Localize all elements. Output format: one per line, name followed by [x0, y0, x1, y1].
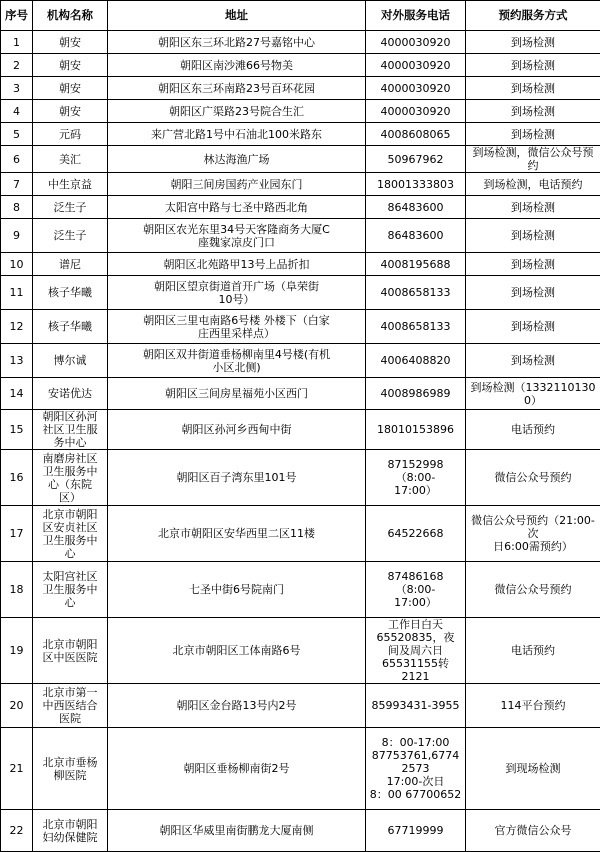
- cell-no: 12: [1, 310, 33, 344]
- cell-no: 11: [1, 276, 33, 310]
- cell-address: [108, 410, 366, 450]
- cell-institution-line: 朝安: [35, 82, 105, 95]
- cell-institution-line: 卫生服务中: [35, 465, 105, 478]
- cell-phone: [366, 378, 466, 410]
- cell-phone-line: 4008658133: [368, 320, 463, 333]
- cell-phone: [366, 684, 466, 728]
- cell-booking-method-line: 到场检测: [468, 201, 598, 214]
- cell-institution-line: 安诺优达: [35, 387, 105, 400]
- header-address: 地址: [108, 1, 366, 31]
- cell-phone: [366, 219, 466, 253]
- cell-no: 22: [1, 810, 33, 852]
- cell-institution-line: 朝安: [35, 59, 105, 72]
- cell-phone: [366, 100, 466, 123]
- cell-booking-method: [466, 31, 600, 54]
- cell-address-line: 朝阳区农光东里34号天客隆商务大厦C: [110, 223, 363, 236]
- cell-phone-line: 4000030920: [368, 82, 463, 95]
- cell-phone: [366, 506, 466, 562]
- cell-institution-line: 心: [35, 596, 105, 609]
- cell-booking-method-line: 微信公众号预约: [468, 583, 598, 596]
- cell-institution-line: 柳医院: [35, 769, 105, 782]
- table-row: [1, 378, 600, 410]
- cell-institution: [33, 146, 108, 173]
- cell-phone-line: 17:00-次日: [368, 775, 463, 788]
- cell-address: [108, 146, 366, 173]
- table-row: [1, 196, 600, 219]
- table-row: [1, 146, 600, 173]
- cell-institution: [33, 378, 108, 410]
- cell-address-line: 朝阳区三间房星福苑小区西门: [110, 387, 363, 400]
- cell-institution: [33, 276, 108, 310]
- cell-phone-line: 4008986989: [368, 387, 463, 400]
- cell-booking-method: [466, 146, 600, 173]
- cell-address: [108, 123, 366, 146]
- header-phone: 对外服务电话: [366, 1, 466, 31]
- cell-booking-method-line: 到场检测: [468, 354, 598, 367]
- cell-phone: [366, 450, 466, 506]
- cell-booking-method: [466, 684, 600, 728]
- cell-booking-method: [466, 77, 600, 100]
- cell-no: 5: [1, 123, 33, 146]
- cell-institution: [33, 562, 108, 618]
- cell-phone-line: 4006408820: [368, 354, 463, 367]
- cell-address: [108, 196, 366, 219]
- cell-phone-line: 18001333803: [368, 178, 463, 191]
- cell-booking-method: [466, 123, 600, 146]
- cell-address-line: 朝阳区望京街道首开广场（阜荣街: [110, 280, 363, 293]
- cell-no: 19: [1, 618, 33, 684]
- cell-booking-method: [466, 618, 600, 684]
- cell-address-line: 朝阳区百子湾东里101号: [110, 471, 363, 484]
- table-row: [1, 450, 600, 506]
- cell-phone: [366, 196, 466, 219]
- cell-institution-line: 元码: [35, 128, 105, 141]
- cell-phone-line: 18010153896: [368, 423, 463, 436]
- cell-address-line: 七圣中街6号院南门: [110, 583, 363, 596]
- cell-institution-line: 朝安: [35, 36, 105, 49]
- cell-institution: [33, 450, 108, 506]
- cell-booking-method-line: 114平台预约: [468, 699, 598, 712]
- cell-phone-line: 8：00-17:00: [368, 736, 463, 749]
- cell-booking-method: [466, 253, 600, 276]
- cell-booking-method: [466, 344, 600, 378]
- cell-institution-line: 泛生子: [35, 201, 105, 214]
- cell-booking-method: [466, 173, 600, 196]
- cell-institution-line: 北京市朝阳: [35, 638, 105, 651]
- cell-booking-method: [466, 310, 600, 344]
- table-row: [1, 562, 600, 618]
- cell-booking-method: [466, 810, 600, 852]
- cell-institution-line: 核子华曦: [35, 320, 105, 333]
- table-row: [1, 173, 600, 196]
- cell-booking-method-line: 到场检测，电话预约: [468, 178, 598, 191]
- cell-institution-line: 泛生子: [35, 229, 105, 242]
- cell-address-line: 朝阳区广渠路23号院合生汇: [110, 105, 363, 118]
- table-row: [1, 344, 600, 378]
- cell-phone-line: 87486168: [368, 570, 463, 583]
- cell-phone-line: 17:00）: [368, 484, 463, 497]
- cell-address: [108, 219, 366, 253]
- cell-phone: [366, 310, 466, 344]
- cell-phone: [366, 810, 466, 852]
- cell-booking-method: [466, 196, 600, 219]
- cell-address: [108, 253, 366, 276]
- cell-address-line: 林达海渔广场: [110, 153, 363, 166]
- cell-no: 18: [1, 562, 33, 618]
- cell-phone-line: 87152998: [368, 458, 463, 471]
- header-institution: 机构名称: [33, 1, 108, 31]
- header-booking-method: 预约服务方式: [466, 1, 600, 31]
- cell-no: 6: [1, 146, 33, 173]
- cell-address: [108, 684, 366, 728]
- table-row: [1, 310, 600, 344]
- cell-address-line: 朝阳区三里屯南路6号楼 外楼下（白家: [110, 314, 363, 327]
- cell-phone-line: 4000030920: [368, 59, 463, 72]
- cell-booking-method: [466, 506, 600, 562]
- cell-address-line: 太阳宫中路与七圣中路西北角: [110, 201, 363, 214]
- table-row: [1, 684, 600, 728]
- cell-no: 21: [1, 728, 33, 810]
- cell-institution-line: 美汇: [35, 153, 105, 166]
- cell-no: 15: [1, 410, 33, 450]
- cell-no: 8: [1, 196, 33, 219]
- cell-booking-method: [466, 450, 600, 506]
- cell-institution-line: 朝阳区孙河: [35, 410, 105, 423]
- cell-address-line: 小区北侧): [110, 361, 363, 374]
- cell-institution: [33, 100, 108, 123]
- cell-institution: [33, 506, 108, 562]
- cell-phone: [366, 562, 466, 618]
- cell-phone-line: 间及周六日: [368, 644, 463, 657]
- cell-institution: [33, 344, 108, 378]
- cell-phone-line: 17:00）: [368, 596, 463, 609]
- cell-phone-line: 50967962: [368, 153, 463, 166]
- cell-booking-method-line: 到场检测: [468, 128, 598, 141]
- cell-institution: [33, 310, 108, 344]
- cell-institution: [33, 684, 108, 728]
- cell-institution-line: 北京市第一: [35, 686, 105, 699]
- table-row: [1, 410, 600, 450]
- table-row: [1, 276, 600, 310]
- cell-address: [108, 618, 366, 684]
- cell-booking-method-line: 到场检测: [468, 105, 598, 118]
- cell-phone: [366, 410, 466, 450]
- cell-address: [108, 77, 366, 100]
- cell-phone: [366, 276, 466, 310]
- cell-no: 10: [1, 253, 33, 276]
- table-row: [1, 618, 600, 684]
- cell-booking-method-line: 到场检测: [468, 258, 598, 271]
- cell-institution-line: 心: [35, 547, 105, 560]
- cell-institution-line: 卫生服务中: [35, 534, 105, 547]
- cell-phone-line: （8:00-: [368, 583, 463, 596]
- cell-address: [108, 54, 366, 77]
- cell-institution: [33, 77, 108, 100]
- cell-no: 3: [1, 77, 33, 100]
- cell-phone: [366, 728, 466, 810]
- cell-booking-method-line: 到场检测（13321101300）: [468, 381, 598, 407]
- cell-institution-line: 北京市朝阳: [35, 818, 105, 831]
- cell-booking-method-line: 到场检测: [468, 36, 598, 49]
- cell-institution: [33, 173, 108, 196]
- cell-no: 9: [1, 219, 33, 253]
- cell-institution-line: 区安贞社区: [35, 521, 105, 534]
- cell-institution-line: 核子华曦: [35, 286, 105, 299]
- cell-phone-line: 2121: [368, 670, 463, 683]
- cell-address: [108, 810, 366, 852]
- cell-institution: [33, 31, 108, 54]
- cell-address-line: 朝阳三间房国药产业园东门: [110, 178, 363, 191]
- cell-address-line: 朝阳区东三环北路27号嘉铭中心: [110, 36, 363, 49]
- cell-address-line: 来广营北路1号中石油北100米路东: [110, 128, 363, 141]
- cell-institution-line: 中西医结合: [35, 699, 105, 712]
- cell-institution: [33, 123, 108, 146]
- cell-phone-line: 67719999: [368, 824, 463, 837]
- cell-institution: [33, 728, 108, 810]
- cell-address-line: 10号）: [110, 293, 363, 306]
- cell-phone: [366, 54, 466, 77]
- cell-booking-method: [466, 100, 600, 123]
- cell-institution: [33, 219, 108, 253]
- cell-address-line: 座魏家凉皮门口: [110, 236, 363, 249]
- cell-booking-method: [466, 276, 600, 310]
- cell-booking-method-line: 到现场检测: [468, 762, 598, 775]
- cell-phone-line: 4008195688: [368, 258, 463, 271]
- cell-no: 2: [1, 54, 33, 77]
- cell-booking-method: [466, 562, 600, 618]
- cell-address: [108, 562, 366, 618]
- cell-institution-line: 社区卫生服: [35, 423, 105, 436]
- cell-booking-method-line: 到场检测: [468, 82, 598, 95]
- cell-booking-method-line: 电话预约: [468, 423, 598, 436]
- cell-no: 17: [1, 506, 33, 562]
- cell-institution-line: 心（东院: [35, 478, 105, 491]
- cell-institution-line: 区中医医院: [35, 651, 105, 664]
- header-row: [1, 1, 600, 31]
- cell-phone: [366, 77, 466, 100]
- cell-phone-line: （8:00-: [368, 471, 463, 484]
- cell-address: [108, 100, 366, 123]
- table-row: [1, 728, 600, 810]
- cell-phone-line: 4008608065: [368, 128, 463, 141]
- cell-no: 4: [1, 100, 33, 123]
- cell-institution: [33, 196, 108, 219]
- cell-address-line: 朝阳区金台路13号内2号: [110, 699, 363, 712]
- cell-phone-line: 8：00 67700652: [368, 788, 463, 801]
- cell-institution-line: 医院: [35, 712, 105, 725]
- cell-phone-line: 4000030920: [368, 36, 463, 49]
- table-row: [1, 506, 600, 562]
- cell-phone-line: 85993431-3955: [368, 699, 463, 712]
- cell-institution-line: 卫生服务中: [35, 583, 105, 596]
- cell-phone-line: 64522668: [368, 527, 463, 540]
- cell-booking-method: [466, 410, 600, 450]
- cell-booking-method-line: 官方微信公众号: [468, 824, 598, 837]
- cell-institution: [33, 410, 108, 450]
- cell-booking-method-line: 电话预约: [468, 644, 598, 657]
- cell-address: [108, 728, 366, 810]
- cell-address-line: 北京市朝阳区工体南路6号: [110, 644, 363, 657]
- table-row: [1, 219, 600, 253]
- cell-no: 13: [1, 344, 33, 378]
- cell-address-line: 庄西里采样点）: [110, 327, 363, 340]
- cell-address-line: 朝阳区垂杨柳南街2号: [110, 762, 363, 775]
- cell-phone: [366, 618, 466, 684]
- header-no: 序号: [1, 1, 33, 31]
- cell-address: [108, 344, 366, 378]
- cell-phone: [366, 31, 466, 54]
- cell-phone: [366, 123, 466, 146]
- cell-phone-line: 86483600: [368, 229, 463, 242]
- cell-address-line: 朝阳区南沙滩66号物美: [110, 59, 363, 72]
- cell-booking-method: [466, 219, 600, 253]
- cell-booking-method-line: 到场检测，微信公众号预约: [468, 146, 598, 172]
- cell-no: 1: [1, 31, 33, 54]
- cell-institution-line: 南磨房社区: [35, 452, 105, 465]
- cell-institution-line: 区）: [35, 491, 105, 504]
- table-row: [1, 253, 600, 276]
- cell-phone: [366, 146, 466, 173]
- cell-no: 20: [1, 684, 33, 728]
- table-row: [1, 54, 600, 77]
- cell-institution-line: 谱尼: [35, 258, 105, 271]
- cell-address-line: 朝阳区华威里南街鹏龙大厦南侧: [110, 824, 363, 837]
- cell-phone-line: 4000030920: [368, 105, 463, 118]
- cell-phone-line: 4008658133: [368, 286, 463, 299]
- cell-phone-line: 工作日白天: [368, 618, 463, 631]
- cell-institution: [33, 54, 108, 77]
- cell-address-line: 北京市朝阳区安华西里二区11楼: [110, 527, 363, 540]
- cell-booking-method: [466, 728, 600, 810]
- cell-address-line: 朝阳区东三环南路23号百环花园: [110, 82, 363, 95]
- cell-institution: [33, 253, 108, 276]
- cell-booking-method-line: 微信公众号预约（21:00-次: [468, 514, 598, 540]
- cell-address-line: 朝阳区孙河乡西甸中街: [110, 423, 363, 436]
- table-row: [1, 810, 600, 852]
- cell-booking-method-line: 到场检测: [468, 229, 598, 242]
- cell-institution-line: 妇幼保健院: [35, 831, 105, 844]
- cell-institution-line: 北京市垂杨: [35, 756, 105, 769]
- cell-booking-method-line: 到场检测: [468, 320, 598, 333]
- cell-institution-line: 务中心: [35, 436, 105, 449]
- cell-booking-method: [466, 54, 600, 77]
- cell-institution-line: 太阳宫社区: [35, 570, 105, 583]
- cell-phone: [366, 344, 466, 378]
- table-row: [1, 31, 600, 54]
- cell-institution: [33, 618, 108, 684]
- cell-phone-line: 87753761,6774: [368, 749, 463, 762]
- cell-no: 7: [1, 173, 33, 196]
- cell-no: 14: [1, 378, 33, 410]
- cell-institution: [33, 810, 108, 852]
- cell-address-line: 朝阳区北苑路甲13号上品折扣: [110, 258, 363, 271]
- table-row: [1, 77, 600, 100]
- cell-no: 16: [1, 450, 33, 506]
- cell-phone-line: 2573: [368, 762, 463, 775]
- cell-address-line: 朝阳区双井街道垂杨柳南里4号楼(有机: [110, 348, 363, 361]
- cell-address: [108, 173, 366, 196]
- table-row: [1, 100, 600, 123]
- cell-booking-method-line: 到场检测: [468, 286, 598, 299]
- cell-institution-line: 中生京益: [35, 178, 105, 191]
- cell-booking-method: [466, 378, 600, 410]
- cell-address: [108, 506, 366, 562]
- cell-phone-line: 86483600: [368, 201, 463, 214]
- cell-phone-line: 65520835，夜: [368, 631, 463, 644]
- cell-phone: [366, 253, 466, 276]
- cell-booking-method-line: 微信公众号预约: [468, 471, 598, 484]
- cell-address: [108, 31, 366, 54]
- cell-address: [108, 378, 366, 410]
- cell-address: [108, 276, 366, 310]
- cell-institution-line: 北京市朝阳: [35, 508, 105, 521]
- cell-institution-line: 博尔诚: [35, 354, 105, 367]
- cell-phone-line: 65531155转: [368, 657, 463, 670]
- cell-booking-method-line: 日6:00需预约）: [468, 540, 598, 553]
- cell-address: [108, 450, 366, 506]
- cell-booking-method-line: 到场检测: [468, 59, 598, 72]
- table-row: [1, 123, 600, 146]
- cell-institution-line: 朝安: [35, 105, 105, 118]
- cell-phone: [366, 173, 466, 196]
- cell-address: [108, 310, 366, 344]
